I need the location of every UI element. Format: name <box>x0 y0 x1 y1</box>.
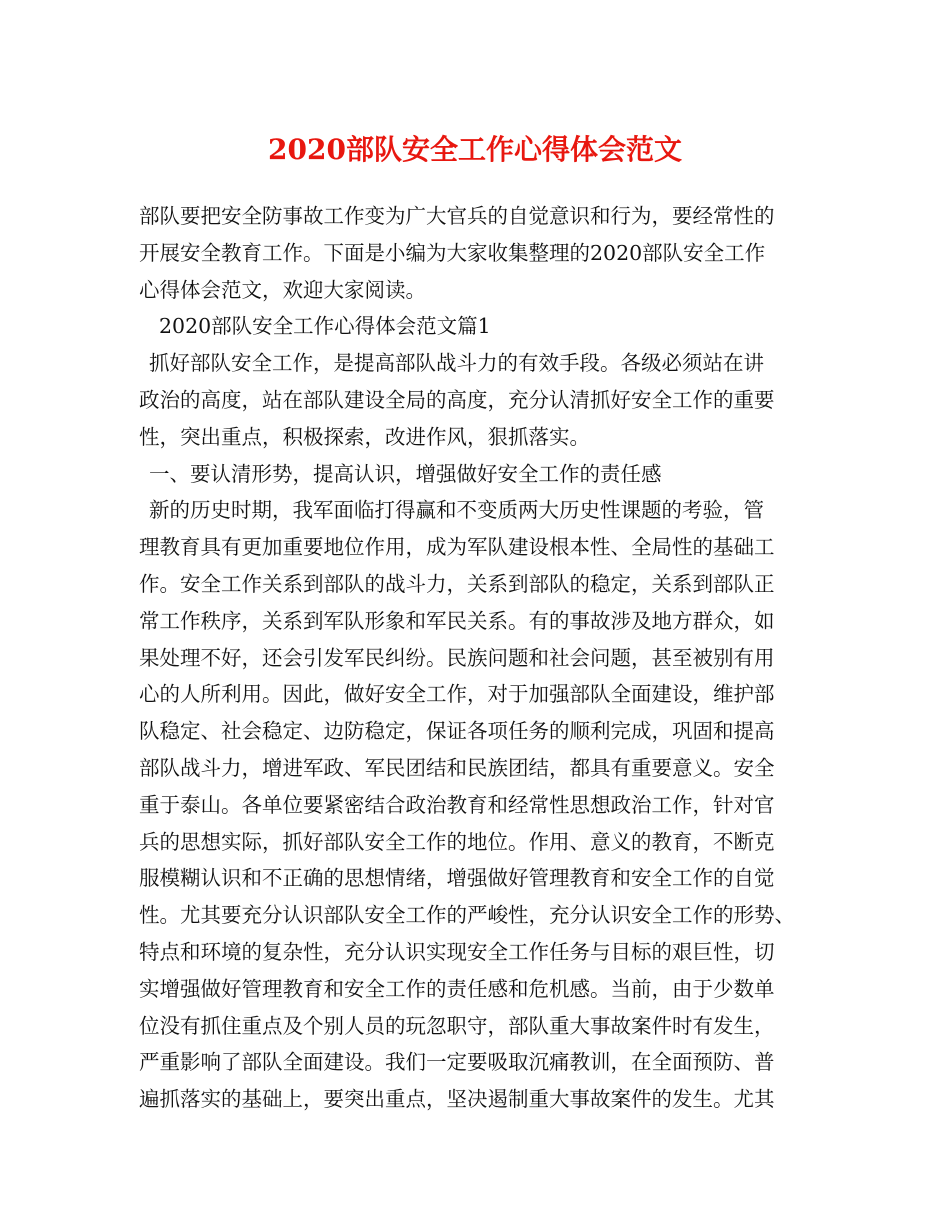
document-body <box>139 198 819 1118</box>
body-line: 政治的高度，站在部队建设全局的高度，充分认清抓好安全工作的重要 <box>139 387 775 412</box>
body-line: 心的人所利用。因此，做好安全工作，对于加强部队全面建设，维护部 <box>139 682 775 707</box>
body-line: 部队战斗力，增进军政、军民团结和民族团结，都具有重要意义。安全 <box>139 755 775 780</box>
body-line: 理教育具有更加重要地位作用，成为军队建设根本性、全局性的基础工 <box>139 535 775 560</box>
body-line: 抓好部队安全工作，是提高部队战斗力的有效手段。各级必须站在讲 <box>149 351 764 376</box>
body-line: 严重影响了部队全面建设。我们一定要吸取沉痛教训，在全面预防、普 <box>139 1050 775 1075</box>
body-line: 性。尤其要充分认识部队安全工作的严峻性，充分认识安全工作的形势、 <box>139 903 795 928</box>
body-line: 果处理不好，还会引发军民纠纷。民族问题和社会问题，甚至被别有用 <box>139 645 775 670</box>
body-line: 作。安全工作关系到部队的战斗力，关系到部队的稳定，关系到部队正 <box>139 571 775 596</box>
body-line: 部队要把安全防事故工作变为广大官兵的自觉意识和行为，要经常性的 <box>139 204 775 228</box>
section-subtitle: 2020部队安全工作心得体会范文篇1 <box>159 314 491 339</box>
body-line: 服模糊认识和不正确的思想情绪，增强做好管理教育和安全工作的自觉 <box>139 866 775 891</box>
document-title: 2020部队安全工作心得体会范文 <box>268 133 682 166</box>
body-line: 重于泰山。各单位要紧密结合政治教育和经常性思想政治工作，针对官 <box>139 792 775 817</box>
body-line: 性，突出重点，积极探索，改进作风，狠抓落实。 <box>139 424 590 449</box>
body-line: 开展安全教育工作。下面是小编为大家收集整理的2020部队安全工作 <box>139 240 766 265</box>
body-line: 常工作秩序，关系到军队形象和军民关系。有的事故涉及地方群众，如 <box>139 608 775 633</box>
body-line: 心得体会范文，欢迎大家阅读。 <box>139 277 426 302</box>
section-heading: 一、要认清形势，提高认识，增强做好安全工作的责任感 <box>149 461 662 486</box>
body-line: 兵的思想实际，抓好部队安全工作的地位。作用、意义的教育，不断克 <box>139 829 775 854</box>
body-line: 位没有抓住重点及个别人员的玩忽职守，部队重大事故案件时有发生， <box>139 1013 775 1038</box>
body-line: 新的历史时期，我军面临打得赢和不变质两大历史性课题的考验，管 <box>149 498 764 523</box>
body-line: 特点和环境的复杂性，充分认识实现安全工作任务与目标的艰巨性，切 <box>139 939 775 964</box>
body-line: 队稳定、社会稳定、边防稳定，保证各项任务的顺利完成，巩固和提高 <box>139 719 775 744</box>
body-line: 遍抓落实的基础上，要突出重点，坚决遏制重大事故案件的发生。尤其 <box>139 1087 775 1112</box>
body-line: 实增强做好管理教育和安全工作的责任感和危机感。当前，由于少数单 <box>139 976 775 1001</box>
